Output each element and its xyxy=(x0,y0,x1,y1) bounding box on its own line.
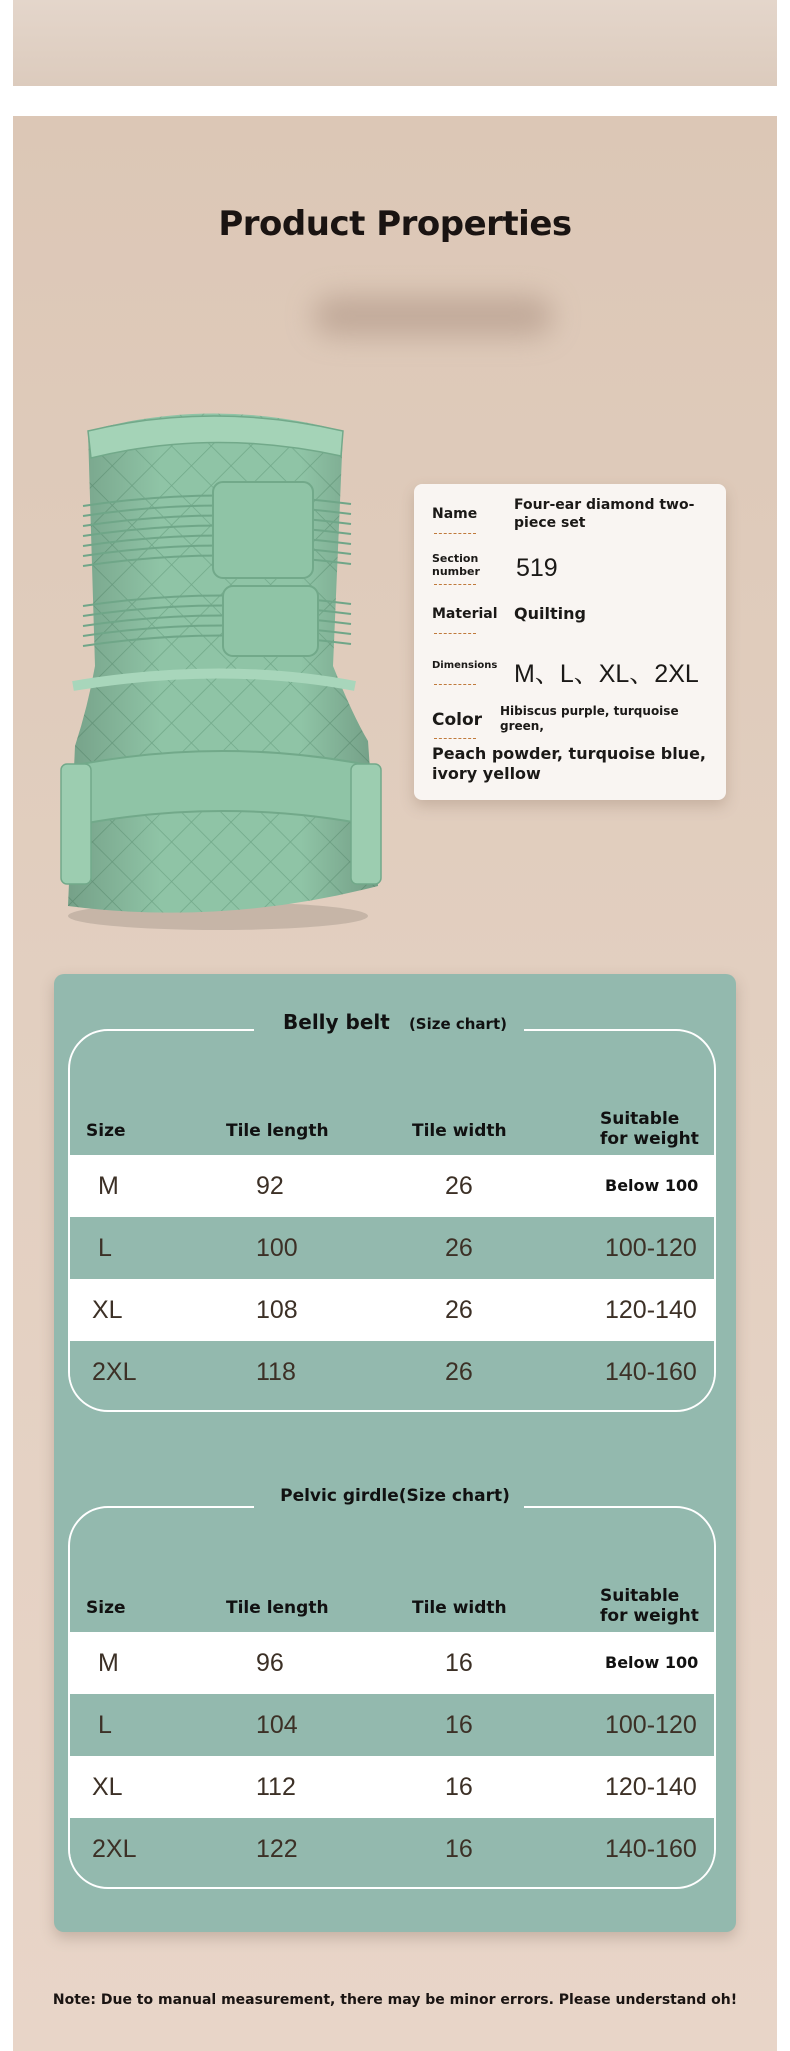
pelvic-girdle-heading xyxy=(54,1486,736,1506)
table-row xyxy=(70,1341,714,1403)
cell-weight: 140-160 xyxy=(605,1835,697,1863)
table-row xyxy=(70,1279,714,1341)
chart-subtitle: (Size chart) xyxy=(408,1015,507,1033)
cell-width: 26 xyxy=(445,1358,473,1386)
label-divider xyxy=(434,684,476,685)
table-row xyxy=(70,1217,714,1279)
header-tile-width: Tile width xyxy=(412,1598,507,1618)
cell-width: 16 xyxy=(445,1773,473,1801)
header-size: Size xyxy=(86,1598,126,1618)
section-number-label: Section number xyxy=(432,552,480,578)
cell-weight: 140-160 xyxy=(605,1358,697,1386)
name-label: Name xyxy=(432,506,478,522)
cell-length: 104 xyxy=(256,1711,298,1739)
top-banner-strip xyxy=(13,0,777,86)
material-value: Quilting xyxy=(514,604,586,623)
chart-title: Belly belt xyxy=(283,1010,390,1034)
belly-belt-heading xyxy=(54,1010,736,1034)
cell-weight: 120-140 xyxy=(605,1296,697,1324)
cell-size: L xyxy=(98,1711,112,1739)
cell-length: 96 xyxy=(256,1649,284,1677)
cell-weight: 100-120 xyxy=(605,1711,697,1739)
section-number-value: 519 xyxy=(516,554,558,582)
cell-length: 92 xyxy=(256,1172,284,1200)
cell-length: 108 xyxy=(256,1296,298,1324)
chart-subtitle: (Size chart) xyxy=(398,1486,510,1506)
measurement-note: Note: Due to manual measurement, there may be minor errors. Please understand oh! xyxy=(52,1992,738,2008)
cell-size: 2XL xyxy=(92,1835,137,1863)
header-suitable-weight: Suitable for weight xyxy=(600,1586,699,1626)
blurred-subtitle xyxy=(313,296,553,336)
pelvic-girdle-size-chart xyxy=(68,1506,716,1889)
table-row xyxy=(70,1155,714,1217)
table-header-row xyxy=(70,1508,714,1626)
header-suitable-weight: Suitable for weight xyxy=(600,1109,699,1149)
label-divider xyxy=(434,738,476,739)
dimensions-label: Dimensions xyxy=(432,660,498,671)
name-value: Four-ear diamond two-piece set xyxy=(514,497,695,531)
properties-card xyxy=(414,484,726,800)
material-label: Material xyxy=(432,606,498,622)
cell-size: M xyxy=(98,1172,119,1200)
color-value-primary: Hibiscus purple, turquoise green, xyxy=(500,704,679,733)
cell-size: L xyxy=(98,1234,112,1262)
label-divider xyxy=(434,633,476,634)
cell-size: 2XL xyxy=(92,1358,137,1386)
size-chart-panel xyxy=(54,974,736,1932)
table-row xyxy=(70,1818,714,1880)
table-header-row xyxy=(70,1031,714,1149)
cell-width: 16 xyxy=(445,1835,473,1863)
product-properties-section xyxy=(13,116,777,2051)
page-title: Product Properties xyxy=(218,204,572,244)
header-size: Size xyxy=(86,1121,126,1141)
cell-weight: 120-140 xyxy=(605,1773,697,1801)
dimensions-value: M、L、XL、2XL xyxy=(514,660,699,688)
cell-length: 100 xyxy=(256,1234,298,1262)
chart-title: Pelvic girdle xyxy=(280,1486,399,1506)
cell-length: 118 xyxy=(256,1358,296,1386)
cell-width: 16 xyxy=(445,1711,473,1739)
cell-weight: 100-120 xyxy=(605,1234,697,1262)
cell-width: 26 xyxy=(445,1234,473,1262)
belly-belt-size-chart xyxy=(68,1029,716,1412)
table-row xyxy=(70,1694,714,1756)
label-divider xyxy=(434,584,476,585)
belly-belt-product-image xyxy=(33,386,393,946)
cell-size: XL xyxy=(92,1773,123,1801)
table-row xyxy=(70,1756,714,1818)
header-tile-length: Tile length xyxy=(226,1598,329,1618)
cell-weight: Below 100 xyxy=(605,1176,699,1195)
label-divider xyxy=(434,533,476,534)
cell-weight: Below 100 xyxy=(605,1653,699,1672)
cell-size: XL xyxy=(92,1296,123,1324)
cell-width: 26 xyxy=(445,1296,473,1324)
table-row xyxy=(70,1632,714,1694)
cell-length: 122 xyxy=(256,1835,298,1863)
cell-length: 112 xyxy=(256,1773,296,1801)
cell-size: M xyxy=(98,1649,119,1677)
cell-width: 16 xyxy=(445,1649,473,1677)
color-value-secondary: Peach powder, turquoise blue, ivory yellow xyxy=(432,744,706,783)
color-label: Color xyxy=(432,710,483,730)
header-tile-length: Tile length xyxy=(226,1121,329,1141)
cell-width: 26 xyxy=(445,1172,473,1200)
header-tile-width: Tile width xyxy=(412,1121,507,1141)
